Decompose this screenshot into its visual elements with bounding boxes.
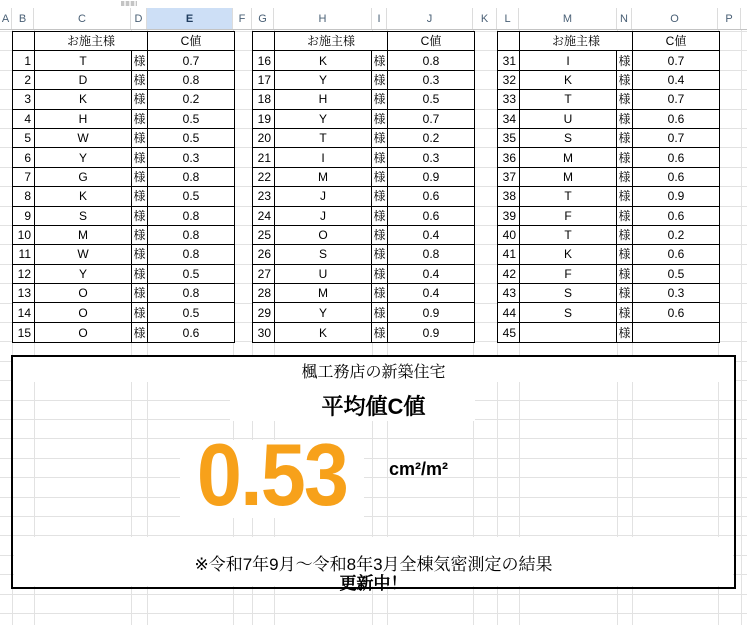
client-name-cell[interactable]: T — [520, 90, 617, 109]
column-header-row — [0, 8, 747, 30]
client-name-cell[interactable]: K — [520, 71, 617, 90]
table-row — [13, 168, 234, 187]
floating-object-artifact — [121, 1, 137, 6]
table-row — [253, 226, 474, 245]
row-number-cell[interactable]: 40 — [498, 226, 520, 245]
table-row — [13, 51, 234, 70]
honorific-cell[interactable]: 様 — [132, 71, 148, 90]
client-name-cell[interactable]: Y — [275, 303, 372, 322]
honorific-cell[interactable]: 様 — [132, 90, 148, 109]
table-row — [498, 90, 719, 109]
row-number-cell[interactable]: 10 — [13, 226, 35, 245]
client-header-cell[interactable]: お施主様 — [275, 32, 388, 51]
client-name-cell[interactable]: F — [520, 265, 617, 284]
table-row — [498, 284, 719, 303]
row-number-cell[interactable]: 41 — [498, 245, 520, 264]
client-name-cell[interactable]: Y — [35, 265, 132, 284]
honorific-cell[interactable]: 様 — [132, 168, 148, 187]
row-number-cell[interactable]: 5 — [13, 129, 35, 148]
honorific-cell[interactable]: 様 — [132, 110, 148, 129]
cvalue-cell[interactable]: 0.8 — [148, 284, 234, 303]
table-row — [498, 168, 719, 187]
honorific-cell[interactable]: 様 — [132, 245, 148, 264]
honorific-cell[interactable]: 様 — [372, 284, 388, 303]
honorific-cell[interactable]: 様 — [132, 51, 148, 70]
table-header-row — [253, 32, 474, 51]
cvalue-cell[interactable]: 0.6 — [148, 323, 234, 342]
table-row — [253, 168, 474, 187]
row-number-cell[interactable]: 4 — [13, 110, 35, 129]
table-header-row — [498, 32, 719, 51]
row-number-cell[interactable]: 14 — [13, 303, 35, 322]
honorific-cell[interactable]: 様 — [372, 187, 388, 206]
summary-box[interactable] — [11, 355, 736, 593]
column-header-C[interactable]: C — [34, 8, 131, 29]
row-number-cell[interactable]: 17 — [253, 71, 275, 90]
row-number-cell[interactable]: 27 — [253, 265, 275, 284]
honorific-cell[interactable]: 様 — [132, 187, 148, 206]
honorific-cell[interactable]: 様 — [617, 226, 633, 245]
table-row — [498, 51, 719, 70]
row-number-cell[interactable]: 3 — [13, 90, 35, 109]
client-name-cell[interactable]: U — [520, 110, 617, 129]
client-name-cell[interactable]: S — [520, 284, 617, 303]
cvalue-cell[interactable]: 0.8 — [148, 71, 234, 90]
row-number-cell[interactable]: 9 — [13, 207, 35, 226]
cvalue-cell[interactable]: 0.6 — [633, 110, 719, 129]
table-row — [253, 51, 474, 70]
honorific-cell[interactable]: 様 — [372, 265, 388, 284]
honorific-cell[interactable]: 様 — [132, 265, 148, 284]
table-row — [13, 90, 234, 109]
table-row — [498, 148, 719, 167]
cvalue-cell[interactable]: 0.5 — [388, 90, 474, 109]
cvalue-cell[interactable]: 0.6 — [388, 187, 474, 206]
column-header-L[interactable]: L — [497, 8, 519, 29]
cvalue-cell[interactable]: 0.2 — [148, 90, 234, 109]
table-row — [498, 226, 719, 245]
row-number-cell[interactable]: 32 — [498, 71, 520, 90]
row-number-cell[interactable]: 36 — [498, 148, 520, 167]
row-number-cell[interactable]: 22 — [253, 168, 275, 187]
cvalue-cell[interactable]: 0.5 — [148, 129, 234, 148]
client-name-cell[interactable]: I — [520, 51, 617, 70]
honorific-cell[interactable]: 様 — [372, 226, 388, 245]
honorific-cell[interactable]: 様 — [372, 110, 388, 129]
summary-heading: 楓工務店の新築住宅 — [301, 364, 446, 381]
cvalue-cell[interactable]: 0.8 — [388, 245, 474, 264]
table-row — [13, 71, 234, 90]
table-row — [13, 245, 234, 264]
row-number-cell[interactable]: 38 — [498, 187, 520, 206]
row-number-cell[interactable]: 45 — [498, 323, 520, 342]
column-header-O[interactable]: O — [632, 8, 718, 29]
cvalue-cell[interactable]: 0.3 — [388, 148, 474, 167]
row-number-cell[interactable]: 25 — [253, 226, 275, 245]
row-number-cell[interactable]: 11 — [13, 245, 35, 264]
client-name-cell[interactable]: O — [35, 303, 132, 322]
client-table-3 — [497, 31, 720, 343]
corner-cell[interactable] — [498, 32, 520, 51]
honorific-cell[interactable]: 様 — [132, 284, 148, 303]
honorific-cell[interactable]: 様 — [372, 129, 388, 148]
honorific-cell[interactable]: 様 — [372, 148, 388, 167]
client-name-cell[interactable]: S — [275, 245, 372, 264]
table-row — [498, 265, 719, 284]
value-header-cell[interactable]: C値 — [388, 32, 474, 51]
honorific-cell[interactable]: 様 — [617, 168, 633, 187]
row-number-cell[interactable]: 23 — [253, 187, 275, 206]
client-name-cell[interactable]: K — [520, 245, 617, 264]
table-row — [498, 303, 719, 322]
row-number-cell[interactable]: 26 — [253, 245, 275, 264]
honorific-cell[interactable]: 様 — [617, 245, 633, 264]
cvalue-cell[interactable]: 0.7 — [633, 51, 719, 70]
column-header-K[interactable]: K — [473, 8, 497, 29]
honorific-cell[interactable]: 様 — [617, 207, 633, 226]
column-header-A[interactable]: A — [0, 8, 12, 29]
honorific-cell[interactable]: 様 — [372, 71, 388, 90]
row-number-cell[interactable]: 1 — [13, 51, 35, 70]
column-header-J[interactable]: J — [387, 8, 473, 29]
table-row — [13, 129, 234, 148]
row-number-cell[interactable]: 24 — [253, 207, 275, 226]
value-header-cell[interactable]: C値 — [148, 32, 234, 51]
row-number-cell[interactable]: 12 — [13, 265, 35, 284]
client-name-cell[interactable]: Y — [275, 71, 372, 90]
honorific-cell[interactable]: 様 — [372, 168, 388, 187]
table-row — [13, 303, 234, 322]
client-name-cell[interactable]: H — [35, 110, 132, 129]
cvalue-cell[interactable]: 0.7 — [633, 129, 719, 148]
table-row — [498, 323, 719, 342]
table-row — [13, 265, 234, 284]
client-name-cell[interactable]: K — [35, 187, 132, 206]
row-number-cell[interactable]: 18 — [253, 90, 275, 109]
cvalue-cell[interactable]: 0.2 — [633, 226, 719, 245]
client-name-cell[interactable]: O — [35, 284, 132, 303]
row-number-cell[interactable]: 7 — [13, 168, 35, 187]
cvalue-cell[interactable]: 0.5 — [148, 265, 234, 284]
client-name-cell[interactable]: G — [35, 168, 132, 187]
row-number-cell[interactable]: 30 — [253, 323, 275, 342]
honorific-cell[interactable]: 様 — [617, 187, 633, 206]
cvalue-cell[interactable]: 0.9 — [388, 168, 474, 187]
cvalue-cell[interactable]: 0.6 — [633, 207, 719, 226]
client-name-cell[interactable]: M — [35, 226, 132, 245]
table-row — [498, 71, 719, 90]
row-number-cell[interactable]: 19 — [253, 110, 275, 129]
honorific-cell[interactable]: 様 — [617, 110, 633, 129]
table-row — [13, 284, 234, 303]
column-header-N[interactable]: N — [617, 8, 632, 29]
value-unit: cm²/m² — [389, 459, 449, 479]
row-number-cell[interactable]: 28 — [253, 284, 275, 303]
table-row — [13, 226, 234, 245]
cvalue-cell[interactable]: 0.9 — [388, 303, 474, 322]
client-name-cell[interactable]: M — [275, 168, 372, 187]
row-number-cell[interactable]: 29 — [253, 303, 275, 322]
client-name-cell[interactable] — [520, 323, 617, 342]
honorific-cell[interactable]: 様 — [372, 51, 388, 70]
row-number-cell[interactable]: 43 — [498, 284, 520, 303]
cvalue-cell[interactable]: 0.7 — [633, 90, 719, 109]
row-number-cell[interactable]: 44 — [498, 303, 520, 322]
honorific-cell[interactable]: 様 — [617, 265, 633, 284]
cvalue-cell[interactable]: 0.8 — [148, 207, 234, 226]
summary-note: ※令和7年9月～令和8年3月全棟気密測定の結果 — [194, 555, 553, 574]
honorific-cell[interactable]: 様 — [372, 303, 388, 322]
table-row — [253, 245, 474, 264]
table-row — [498, 129, 719, 148]
client-name-cell[interactable]: O — [275, 226, 372, 245]
client-header-cell[interactable]: お施主様 — [35, 32, 148, 51]
client-table-2 — [252, 31, 475, 343]
cvalue-cell[interactable]: 0.3 — [148, 148, 234, 167]
table-row — [13, 148, 234, 167]
client-name-cell[interactable]: W — [35, 245, 132, 264]
client-name-cell[interactable]: T — [275, 129, 372, 148]
client-name-cell[interactable]: S — [35, 207, 132, 226]
row-number-cell[interactable]: 37 — [498, 168, 520, 187]
honorific-cell[interactable]: 様 — [617, 71, 633, 90]
row-number-cell[interactable]: 20 — [253, 129, 275, 148]
table-row — [498, 187, 719, 206]
table-row — [13, 323, 234, 342]
summary-subheading: 平均値C値 — [321, 394, 426, 419]
cvalue-cell[interactable]: 0.5 — [148, 110, 234, 129]
cvalue-cell[interactable]: 0.4 — [633, 71, 719, 90]
table-row — [13, 207, 234, 226]
cvalue-cell[interactable] — [633, 323, 719, 342]
honorific-cell[interactable]: 様 — [372, 323, 388, 342]
cvalue-cell[interactable]: 0.3 — [388, 71, 474, 90]
row-number-cell[interactable]: 15 — [13, 323, 35, 342]
row-number-cell[interactable]: 31 — [498, 51, 520, 70]
honorific-cell[interactable]: 様 — [132, 226, 148, 245]
column-header-G[interactable]: G — [252, 8, 274, 29]
cvalue-cell[interactable]: 0.5 — [633, 265, 719, 284]
client-name-cell[interactable]: M — [275, 284, 372, 303]
honorific-cell[interactable]: 様 — [617, 323, 633, 342]
cvalue-cell[interactable]: 0.9 — [633, 187, 719, 206]
cvalue-cell[interactable]: 0.6 — [633, 148, 719, 167]
client-name-cell[interactable]: T — [520, 226, 617, 245]
table-row — [13, 110, 234, 129]
client-name-cell[interactable]: T — [520, 187, 617, 206]
table-row — [253, 265, 474, 284]
table-row — [253, 71, 474, 90]
cvalue-cell[interactable]: 0.3 — [633, 284, 719, 303]
client-name-cell[interactable]: O — [35, 323, 132, 342]
client-name-cell[interactable]: M — [520, 148, 617, 167]
table-row — [498, 207, 719, 226]
row-number-cell[interactable]: 6 — [13, 148, 35, 167]
cvalue-cell[interactable]: 0.9 — [388, 323, 474, 342]
client-name-cell[interactable]: J — [275, 187, 372, 206]
client-name-cell[interactable]: S — [520, 129, 617, 148]
honorific-cell[interactable]: 様 — [617, 303, 633, 322]
client-name-cell[interactable]: U — [275, 265, 372, 284]
cvalue-cell[interactable]: 0.8 — [148, 168, 234, 187]
column-header-M[interactable]: M — [519, 8, 617, 29]
client-name-cell[interactable]: T — [35, 51, 132, 70]
client-name-cell[interactable]: K — [275, 323, 372, 342]
table-row — [13, 187, 234, 206]
row-number-cell[interactable]: 21 — [253, 148, 275, 167]
row-number-cell[interactable]: 34 — [498, 110, 520, 129]
row-number-cell[interactable]: 13 — [13, 284, 35, 303]
table-row — [253, 187, 474, 206]
row-number-cell[interactable]: 42 — [498, 265, 520, 284]
cvalue-cell[interactable]: 0.8 — [148, 245, 234, 264]
client-name-cell[interactable]: F — [520, 207, 617, 226]
cvalue-cell[interactable]: 0.5 — [148, 303, 234, 322]
cvalue-cell[interactable]: 0.8 — [388, 51, 474, 70]
client-name-cell[interactable]: S — [520, 303, 617, 322]
cvalue-cell[interactable]: 0.7 — [388, 110, 474, 129]
cvalue-cell[interactable]: 0.4 — [388, 284, 474, 303]
table-row — [498, 110, 719, 129]
average-value: 0.53 — [196, 425, 348, 524]
row-number-cell[interactable]: 16 — [253, 51, 275, 70]
client-name-cell[interactable]: K — [275, 51, 372, 70]
cvalue-cell[interactable]: 0.6 — [633, 245, 719, 264]
honorific-cell[interactable]: 様 — [617, 148, 633, 167]
table-row — [253, 303, 474, 322]
honorific-cell[interactable]: 様 — [372, 245, 388, 264]
column-header-D[interactable]: D — [131, 8, 147, 29]
row-number-cell[interactable]: 39 — [498, 207, 520, 226]
cvalue-cell[interactable]: 0.5 — [148, 187, 234, 206]
row-number-cell[interactable]: 2 — [13, 71, 35, 90]
column-header-H[interactable]: H — [274, 8, 372, 29]
client-name-cell[interactable]: J — [275, 207, 372, 226]
table-row — [253, 148, 474, 167]
cvalue-cell[interactable]: 0.6 — [388, 207, 474, 226]
row-number-cell[interactable]: 35 — [498, 129, 520, 148]
table-row — [253, 129, 474, 148]
honorific-cell[interactable]: 様 — [617, 51, 633, 70]
table-row — [253, 110, 474, 129]
row-number-cell[interactable]: 33 — [498, 90, 520, 109]
honorific-cell[interactable]: 様 — [617, 284, 633, 303]
table-row — [498, 245, 719, 264]
honorific-cell[interactable]: 様 — [617, 129, 633, 148]
client-header-cell[interactable]: お施主様 — [520, 32, 633, 51]
cvalue-cell[interactable]: 0.7 — [148, 51, 234, 70]
client-name-cell[interactable]: Y — [35, 148, 132, 167]
client-table-1 — [12, 31, 235, 343]
table-row — [253, 207, 474, 226]
honorific-cell[interactable]: 様 — [372, 90, 388, 109]
client-name-cell[interactable]: I — [275, 148, 372, 167]
cvalue-cell[interactable]: 0.6 — [633, 303, 719, 322]
client-name-cell[interactable]: D — [35, 71, 132, 90]
cvalue-cell[interactable]: 0.4 — [388, 265, 474, 284]
client-name-cell[interactable]: W — [35, 129, 132, 148]
column-header-I[interactable]: I — [372, 8, 387, 29]
column-header-P[interactable]: P — [718, 8, 741, 29]
client-name-cell[interactable]: Y — [275, 110, 372, 129]
honorific-cell[interactable]: 様 — [132, 207, 148, 226]
cvalue-cell[interactable]: 0.4 — [388, 226, 474, 245]
table-row — [253, 90, 474, 109]
summary-status: 更新中！ — [339, 574, 408, 593]
client-name-cell[interactable]: H — [275, 90, 372, 109]
cvalue-cell[interactable]: 0.2 — [388, 129, 474, 148]
honorific-cell[interactable]: 様 — [132, 148, 148, 167]
honorific-cell[interactable]: 様 — [132, 129, 148, 148]
row-number-cell[interactable]: 8 — [13, 187, 35, 206]
honorific-cell[interactable]: 様 — [617, 90, 633, 109]
column-header-B[interactable]: B — [12, 8, 34, 29]
value-header-cell[interactable]: C値 — [633, 32, 719, 51]
column-header-F[interactable]: F — [233, 8, 252, 29]
client-name-cell[interactable]: K — [35, 90, 132, 109]
table-row — [253, 284, 474, 303]
corner-cell[interactable] — [253, 32, 275, 51]
table-row — [253, 323, 474, 342]
honorific-cell[interactable]: 様 — [372, 207, 388, 226]
honorific-cell[interactable]: 様 — [132, 323, 148, 342]
table-header-row — [13, 32, 234, 51]
honorific-cell[interactable]: 様 — [132, 303, 148, 322]
cvalue-cell[interactable]: 0.6 — [633, 168, 719, 187]
cvalue-cell[interactable]: 0.8 — [148, 226, 234, 245]
column-header-E[interactable]: E — [147, 8, 233, 29]
client-name-cell[interactable]: M — [520, 168, 617, 187]
corner-cell[interactable] — [13, 32, 35, 51]
